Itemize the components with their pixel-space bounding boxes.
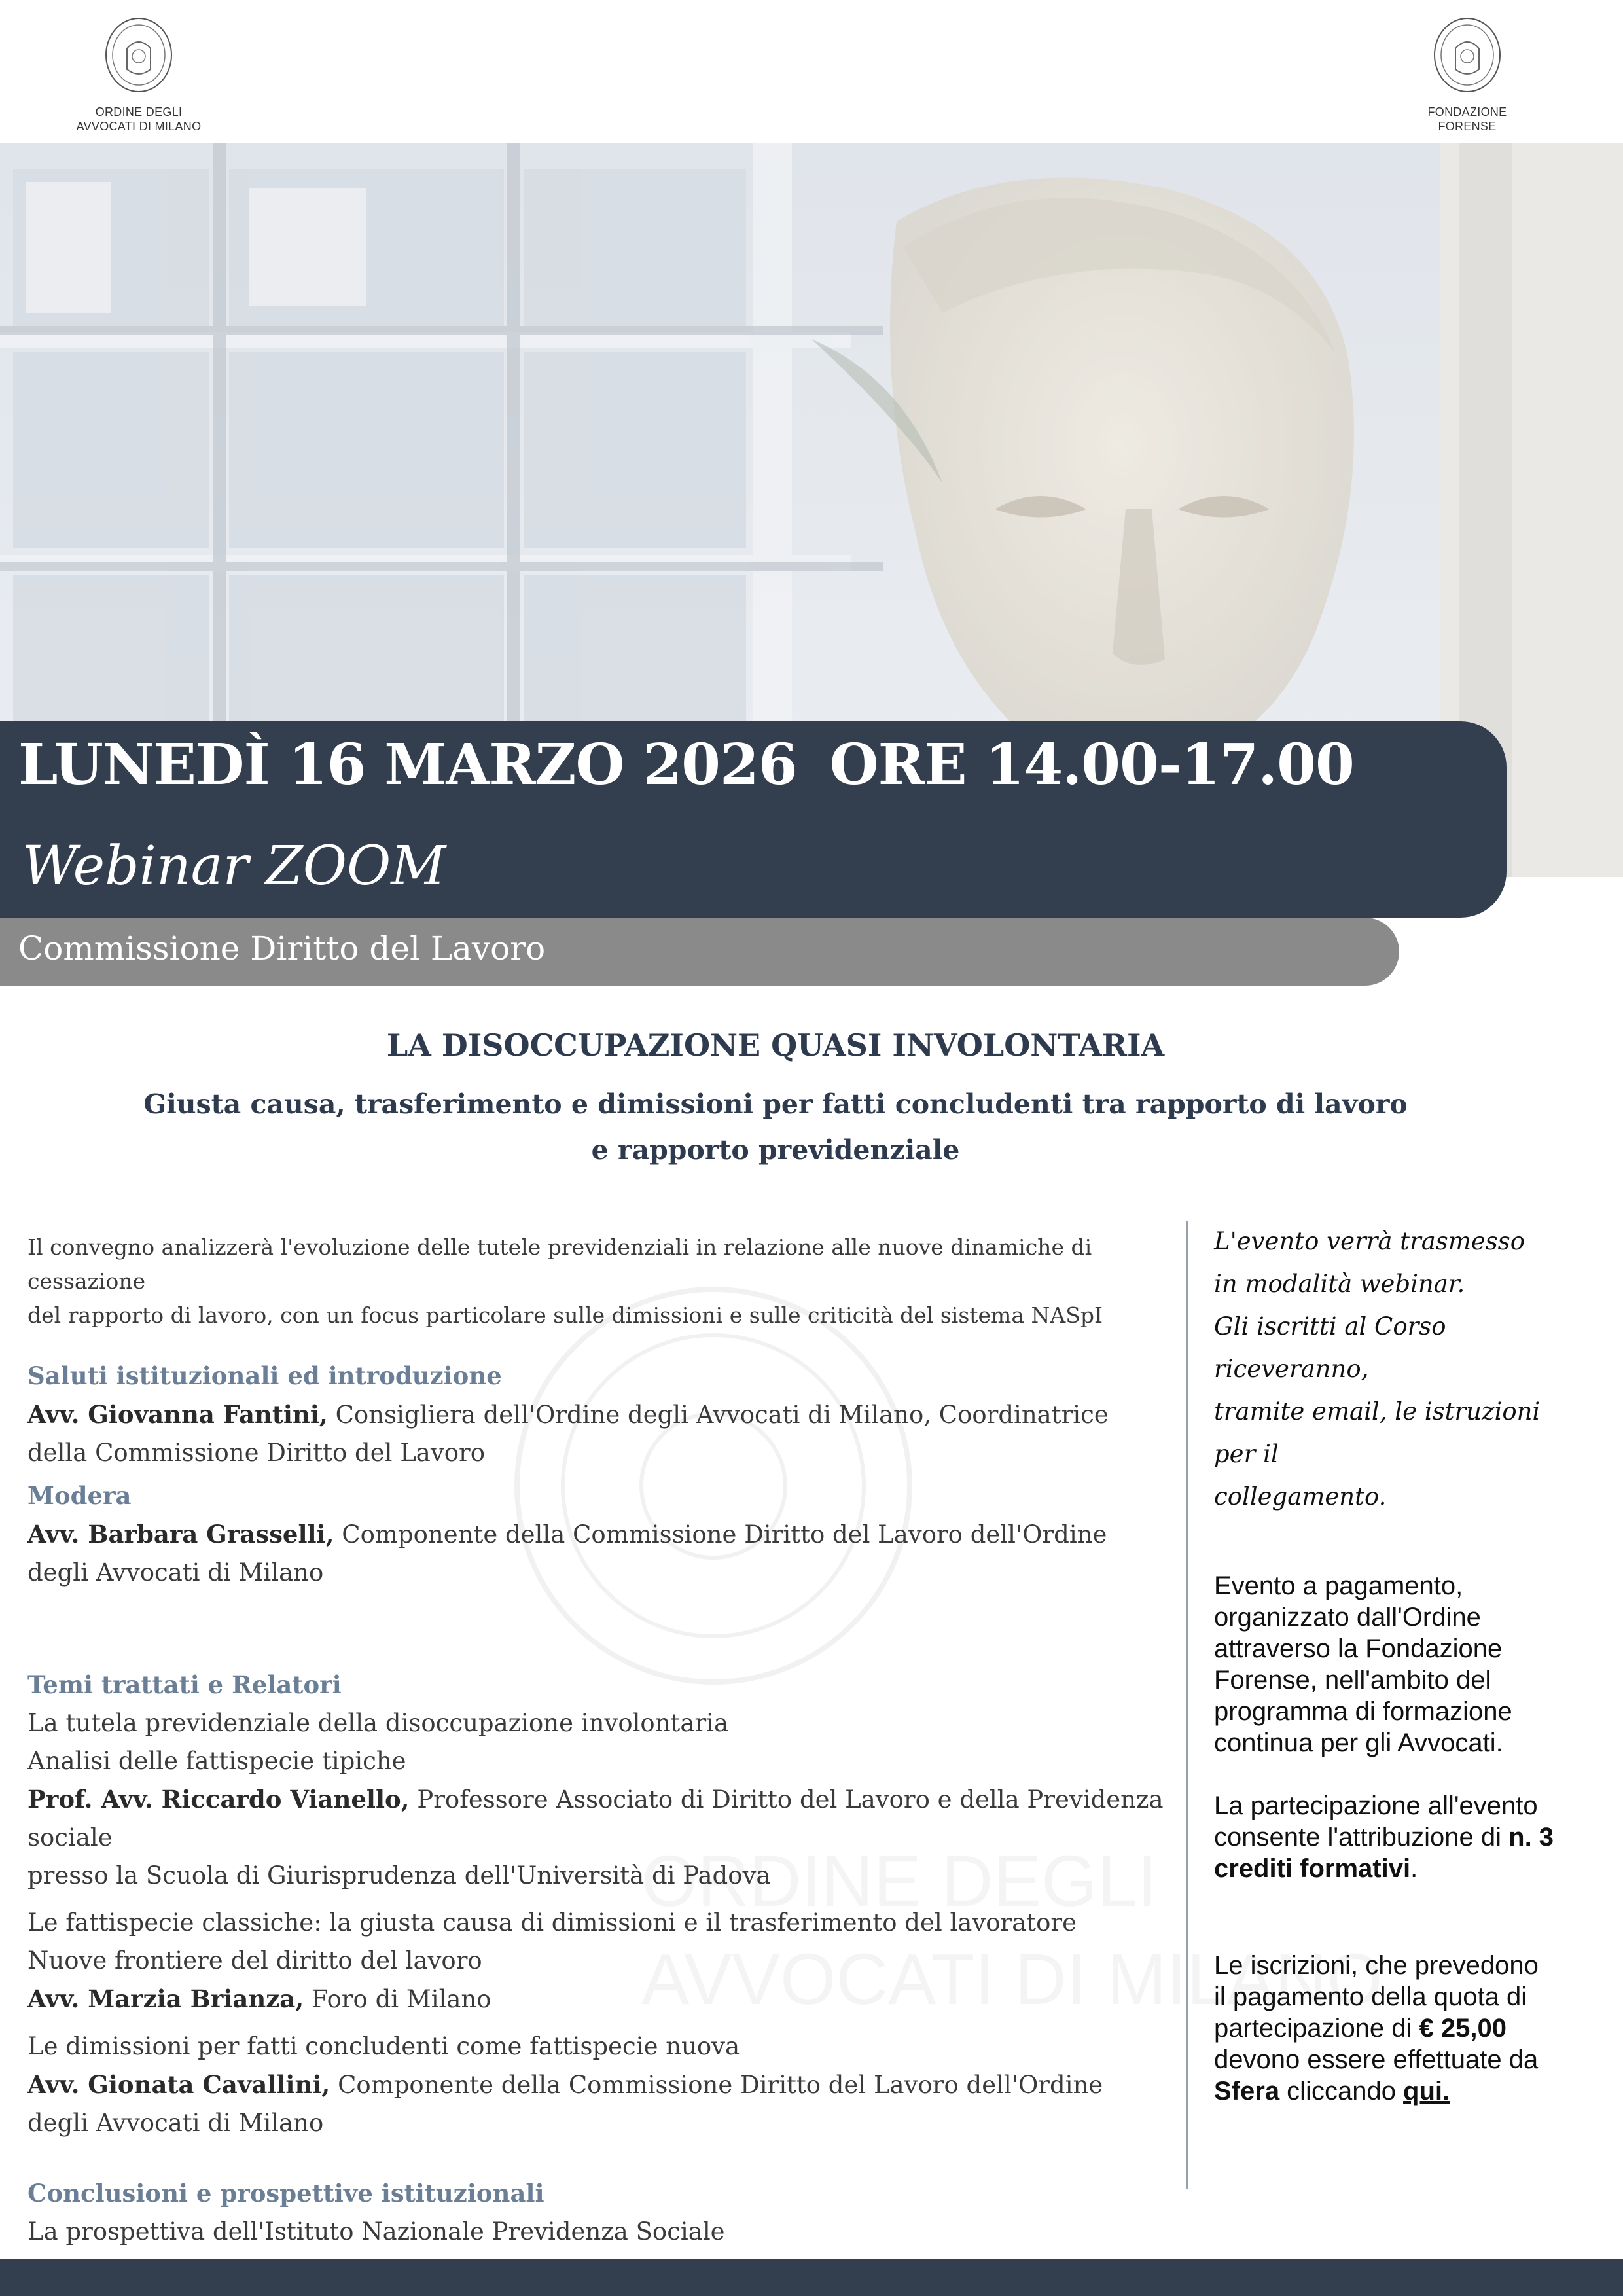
section-title-saluti: Saluti istituzionali ed introduzione	[27, 1361, 502, 1390]
logo-caption-line: FORENSE	[1438, 120, 1497, 133]
info-line: tramite email, le istruzioni per il	[1214, 1397, 1541, 1468]
registration-fee: € 25,00	[1419, 2014, 1507, 2043]
registration-info	[1214, 1950, 1580, 2107]
section-title-temi: Temi trattati e Relatori	[27, 1670, 342, 1699]
platform-name: Sfera	[1214, 2077, 1280, 2106]
credits-info	[1214, 1790, 1580, 1884]
credits-label: crediti formativi	[1214, 1854, 1411, 1883]
info-line: organizzato dall'Ordine	[1214, 1603, 1481, 1632]
intro-line: Il convegno analizzerà l'evoluzione delle tutele previdenziali in relazione alle nuove dinamiche di cessazione	[27, 1234, 1092, 1294]
logo-fondazione-forense	[1369, 16, 1565, 134]
topic-line: Analisi delle fattispecie tipiche	[27, 1747, 406, 1775]
speaker-role: presso la Scuola di Giurisprudenza dell'Università di Padova	[27, 1861, 771, 1890]
speaker-vianello	[27, 1780, 1166, 1895]
event-time: ORE 14.00-17.00	[829, 732, 1354, 798]
speaker-role: Foro di Milano	[304, 1985, 491, 2013]
info-line: attraverso la Fondazione	[1214, 1634, 1503, 1663]
column-divider	[1186, 1221, 1188, 2189]
registration-link[interactable]: qui.	[1403, 2077, 1450, 2106]
page-title: LA DISOCCUPAZIONE QUASI INVOLONTARIA	[386, 1028, 1165, 1063]
speaker-cavallini	[27, 2066, 1166, 2142]
footer-bar	[0, 2259, 1623, 2296]
speaker-role: Componente della Commissione Diritto del Lavoro dell'Ordine	[334, 1520, 1107, 1549]
speaker-role: degli Avvocati di Milano	[27, 2109, 324, 2137]
speaker-role: degli Avvocati di Milano	[27, 1558, 324, 1587]
info-line: collegamento.	[1214, 1482, 1387, 1511]
info-line: Gli iscritti al Corso riceveranno,	[1214, 1312, 1446, 1383]
intro-line: del rapporto di lavoro, con un focus particolare sulle dimissioni e sulle criticità del sistema NASpI	[27, 1302, 1103, 1328]
topic-line: Nuove frontiere del diritto del lavoro	[27, 1946, 482, 1975]
logo-caption-line: FONDAZIONE	[1427, 105, 1507, 118]
seal-icon	[103, 16, 174, 94]
page-subtitle	[118, 1081, 1433, 1173]
speaker-brianza	[27, 1980, 1166, 2018]
speaker-fantini	[27, 1395, 1166, 1472]
section-title-conclusioni: Conclusioni e prospettive istituzionali	[27, 2179, 544, 2208]
info-line: L'evento verrà trasmesso	[1214, 1227, 1525, 1255]
info-line: il pagamento della quota di	[1214, 1982, 1527, 2011]
topic-line: La tutela previdenziale della disoccupazione involontaria	[27, 1709, 729, 1737]
seal-icon	[1432, 16, 1503, 94]
speaker-role: della Commissione Diritto del Lavoro	[27, 1439, 485, 1467]
info-line: continua per gli Avvocati.	[1214, 1729, 1503, 1757]
speaker-role: Consigliera dell'Ordine degli Avvocati di Milano, Coordinatrice	[327, 1401, 1109, 1429]
logo-caption-line: AVVOCATI DI MILANO	[76, 120, 202, 133]
topic-line: Le fattispecie classiche: la giusta causa di dimissioni e il trasferimento del lavoratore	[27, 1909, 1077, 1937]
info-line: programma di formazione	[1214, 1697, 1512, 1726]
intro-paragraph	[27, 1230, 1166, 1333]
event-date-time	[18, 732, 1354, 798]
info-line: consente l'attribuzione di	[1214, 1823, 1509, 1852]
subtitle-line: Giusta causa, trasferimento e dimissioni per fatti concludenti tra rapporto di lavoro	[143, 1088, 1408, 1120]
speaker-role: Professore Associato di Diritto del Lavoro e della Previdenza sociale	[27, 1785, 1164, 1852]
webinar-info	[1214, 1220, 1580, 1518]
event-format: Webinar ZOOM	[22, 835, 446, 897]
info-line: partecipazione di	[1214, 2014, 1419, 2043]
payment-info	[1214, 1570, 1580, 1759]
logo-ordine-avvocati	[41, 16, 237, 134]
speaker-role: Componente della Commissione Diritto del Lavoro dell'Ordine	[330, 2071, 1103, 2099]
speaker-name: Avv. Barbara Grasselli,	[27, 1520, 334, 1549]
speaker-name: Prof. Avv. Riccardo Vianello,	[27, 1785, 410, 1814]
credits-count: n. 3	[1508, 1823, 1554, 1852]
topic-line: Le dimissioni per fatti concludenti come fattispecie nuova	[27, 2032, 740, 2060]
subtitle-line: e rapporto previdenziale	[591, 1134, 960, 1166]
event-commission: Commissione Diritto del Lavoro	[18, 929, 546, 967]
speaker-name: Avv. Marzia Brianza,	[27, 1984, 304, 2013]
info-line: La partecipazione all'evento	[1214, 1791, 1538, 1820]
topic-line: La prospettiva dell'Istituto Nazionale Previdenza Sociale	[27, 2217, 725, 2246]
speaker-grasselli	[27, 1515, 1166, 1592]
speaker-name: Avv. Gionata Cavallini,	[27, 2070, 330, 2099]
event-date: LUNEDÌ 16 MARZO 2026	[18, 732, 797, 798]
info-column	[1214, 1220, 1580, 2107]
speaker-name: Avv. Giovanna Fantini,	[27, 1400, 328, 1429]
program-column	[27, 1230, 1166, 2289]
section-title-modera: Modera	[27, 1481, 132, 1510]
info-line: cliccando	[1279, 2077, 1404, 2106]
info-punct: .	[1410, 1854, 1418, 1883]
info-line: devono essere effettuate da	[1214, 2045, 1539, 2074]
info-line: Forense, nell'ambito del	[1214, 1666, 1491, 1695]
info-line: in modalità webinar.	[1214, 1270, 1465, 1298]
info-line: Le iscrizioni, che prevedono	[1214, 1951, 1539, 1980]
logo-caption-line: ORDINE DEGLI	[95, 105, 183, 118]
info-line: Evento a pagamento,	[1214, 1571, 1463, 1600]
